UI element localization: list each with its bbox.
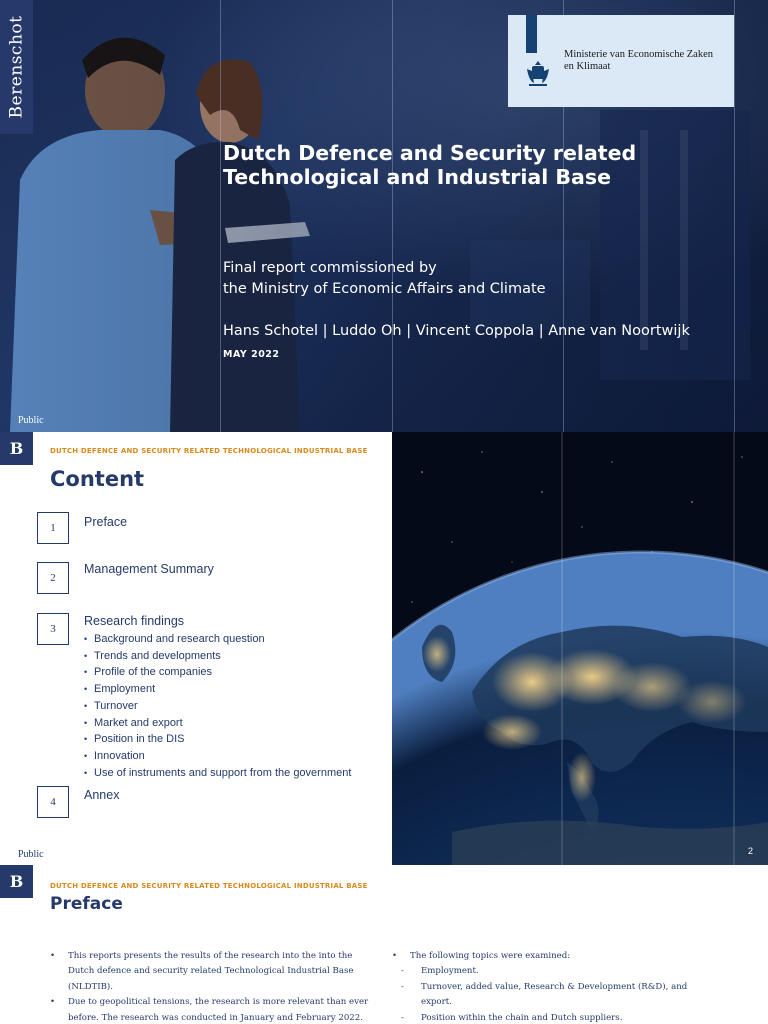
- section-number: 4: [37, 786, 69, 818]
- report-subtitle-line: the Ministry of Economic Affairs and Climate: [223, 281, 546, 297]
- slide-title: Content: [50, 467, 145, 491]
- preface-slide: [0, 865, 768, 1024]
- content-slide: [0, 432, 768, 865]
- brand-name: Berenschot: [6, 15, 27, 119]
- slide-title: Preface: [50, 894, 123, 914]
- ministry-logo-bar: [526, 15, 537, 53]
- list-item[interactable]: • Turnover: [84, 699, 138, 712]
- section-number: 3: [37, 613, 69, 645]
- ministry-name: Ministerie van Economische Zaken en Klimaat: [564, 49, 713, 72]
- cover-slide: [0, 0, 768, 432]
- preface-right-column: [392, 949, 712, 1024]
- report-title-line: Dutch Defence and Security related: [223, 141, 637, 165]
- berenschot-logo: [0, 0, 33, 134]
- slide-header: DUTCH DEFENCE AND SECURITY RELATED TECHNOLOGICAL INDUSTRIAL BASE: [50, 447, 368, 455]
- list-item: • This reports presents the results of the research into the into the Dutch defence and security related Technological Industrial Base (NLDTIB).: [50, 951, 354, 992]
- toc-item-research-findings[interactable]: Research findings: [84, 614, 185, 628]
- report-subtitle: [223, 258, 743, 300]
- section-number: 1: [37, 512, 69, 544]
- berenschot-b-logo: B: [0, 865, 33, 898]
- list-item: • The following topics were examined:: [392, 951, 571, 961]
- list-item[interactable]: • Employment: [84, 683, 156, 696]
- classification-label: Public: [18, 849, 44, 860]
- grid-line: [734, 0, 735, 432]
- page-number: 2: [748, 846, 754, 856]
- list-item[interactable]: • Innovation: [84, 749, 145, 762]
- crest-icon: [525, 59, 551, 89]
- classification-label: Public: [18, 415, 44, 426]
- list-item[interactable]: • Trends and developments: [84, 649, 221, 662]
- list-item[interactable]: • Position in the DIS: [84, 733, 185, 746]
- grid-line: [220, 0, 221, 432]
- section-number: 2: [37, 562, 69, 594]
- slide-header: DUTCH DEFENCE AND SECURITY RELATED TECHNOLOGICAL INDUSTRIAL BASE: [50, 882, 368, 890]
- preface-left-column: [50, 949, 370, 1024]
- grid-line: [392, 0, 393, 432]
- toc-item-annex[interactable]: Annex: [84, 788, 120, 802]
- list-item[interactable]: • Profile of the companies: [84, 666, 213, 679]
- report-title-line: Technological and Industrial Base: [223, 165, 611, 189]
- toc-item-preface[interactable]: Preface: [84, 515, 128, 529]
- research-findings-list: [84, 631, 351, 781]
- list-item[interactable]: • Background and research question: [84, 633, 265, 645]
- list-item: - Position within the chain and Dutch suppliers.: [401, 1012, 623, 1023]
- earth-at-night-image: [392, 432, 768, 865]
- ministry-logo: [508, 15, 734, 107]
- list-item: • Due to geopolitical tensions, the research is more relevant than ever before. The research was conducted in January and February 2022.: [50, 997, 369, 1023]
- toc-item-management-summary[interactable]: Management Summary: [84, 562, 214, 576]
- list-item: - Employment.: [401, 966, 479, 977]
- report-title: [223, 141, 743, 189]
- list-item: - Turnover, added value, Research & Development (R&D), and export.: [401, 981, 688, 1008]
- report-subtitle-line: Final report commissioned by: [223, 260, 437, 276]
- report-authors: Hans Schotel | Luddo Oh | Vincent Coppola | Anne van Noortwijk: [223, 323, 690, 339]
- list-item[interactable]: • Use of instruments and support from the government: [84, 766, 352, 779]
- report-date: MAY 2022: [223, 349, 280, 360]
- berenschot-b-logo: B: [0, 432, 33, 465]
- list-item[interactable]: • Market and export: [84, 716, 183, 729]
